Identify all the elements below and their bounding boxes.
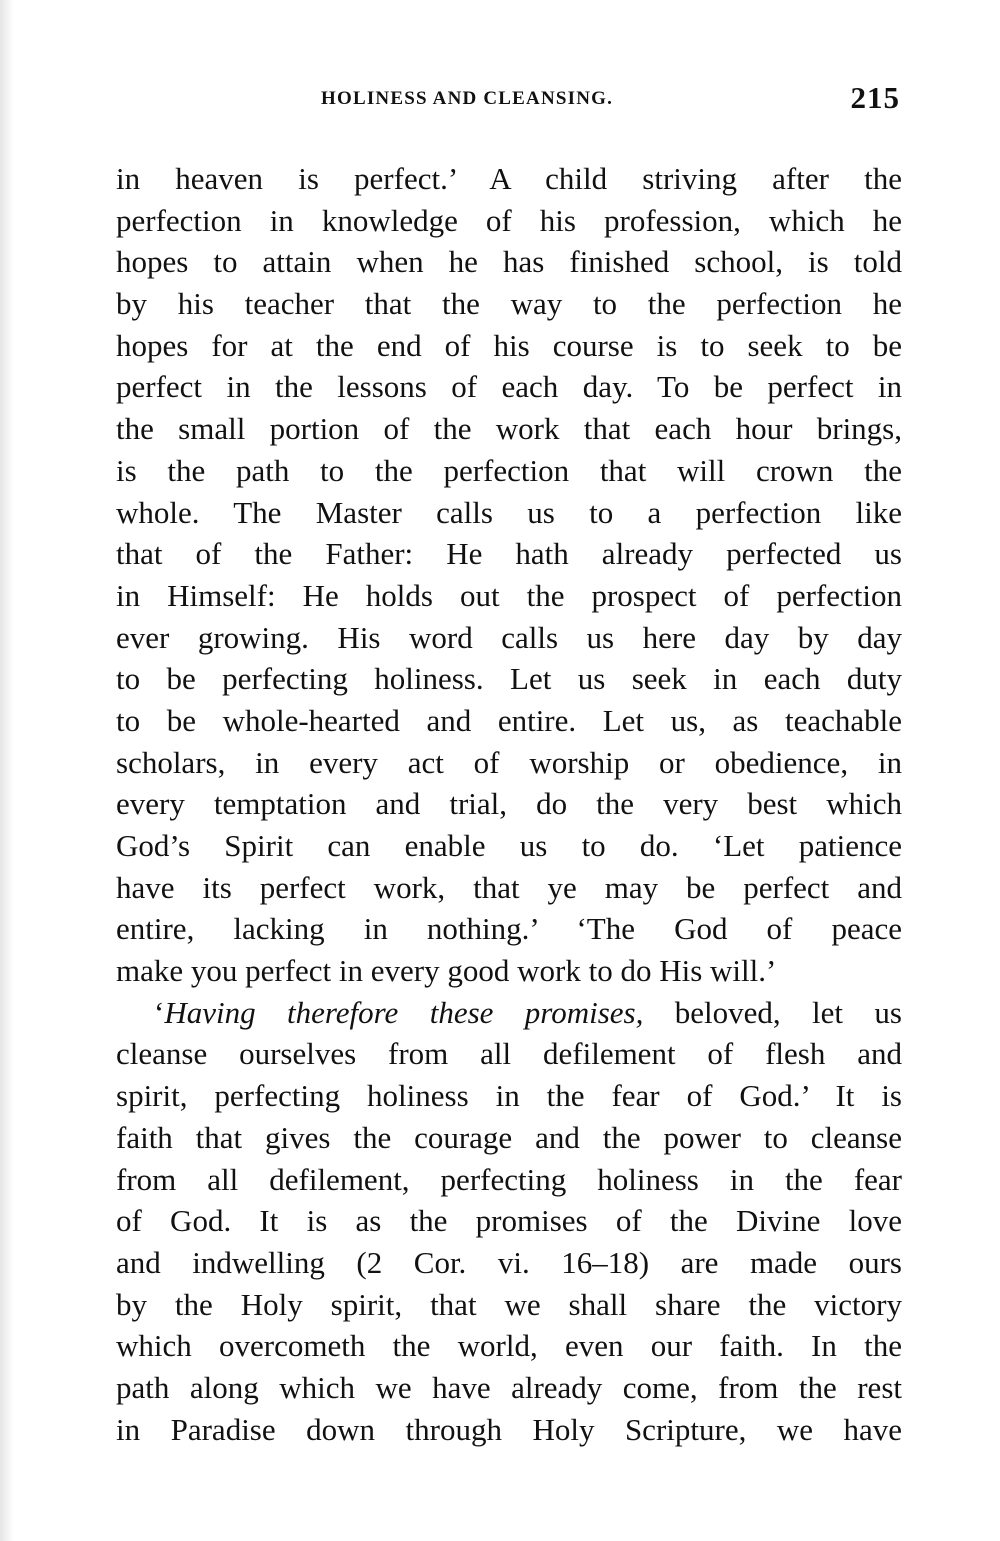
text-line: the small portion of the work that each hour brings, (116, 411, 902, 447)
text-line: path along which we have already come, from the rest (116, 1369, 902, 1405)
text-line: is the path to the perfection that will crown the (116, 452, 902, 488)
text-line: by the Holy spirit, that we shall share the victory (116, 1286, 902, 1322)
text-line: that of the Father: He hath already perfected us (116, 536, 902, 572)
text-line: have its perfect work, that ye may be perfect and (116, 869, 902, 905)
text-line: of God. It is as the promises of the Divine love (116, 1203, 902, 1239)
text-line: hopes for at the end of his course is to seek to be (116, 327, 902, 363)
text-line: to be whole-hearted and entire. Let us, as teachable (116, 702, 902, 738)
text-line: in Himself: He holds out the prospect of perfection (116, 577, 902, 613)
text-line: God’s Spirit can enable us to do. ‘Let patience (116, 828, 902, 863)
text-line: in Paradise down through Holy Scripture, we have (116, 1411, 902, 1447)
page-number: 215 (850, 80, 900, 115)
paragraph-2 (116, 992, 902, 1451)
text-line: which overcometh the world, even our faith. In the (116, 1328, 902, 1364)
text-line: from all defilement, perfecting holiness in the fear (116, 1161, 902, 1197)
text-line: by his teacher that the way to the perfection he (116, 286, 902, 322)
page-edge-shadow (0, 0, 14, 1541)
text-line: perfect in the lessons of each day. To be perfect in (116, 369, 902, 405)
text-fragment: beloved, let us (643, 994, 902, 1030)
text-line (116, 992, 902, 1034)
text-line: every temptation and trial, do the very best which (116, 786, 902, 822)
paragraph-1 (116, 158, 902, 992)
italic-phrase: Having therefore these promises, (164, 994, 644, 1030)
text-line: to be perfecting holiness. Let us seek in each duty (116, 661, 902, 697)
text-line: cleanse ourselves from all defilement of flesh and (116, 1036, 902, 1072)
text-line: ever growing. His word calls us here day by day (116, 619, 902, 655)
text-line: hopes to attain when he has finished school, is told (116, 244, 902, 280)
text-line: whole. The Master calls us to a perfection like (116, 494, 902, 530)
open-quote: ‘ (154, 994, 165, 1030)
running-title: HOLINESS AND CLEANSING. (321, 88, 614, 109)
text-line: entire, lacking in nothing.’ ‘The God of peace (116, 911, 902, 947)
text-line: faith that gives the courage and the power to cleanse (116, 1119, 902, 1155)
text-line: spirit, perfecting holiness in the fear of God.’ It is (116, 1078, 902, 1114)
text-line: in heaven is perfect.’ A child striving after the (116, 161, 902, 196)
text-line: scholars, in every act of worship or obedience, in (116, 744, 902, 780)
body-text (116, 158, 902, 1450)
text-line: make you perfect in every good work to do His will.’ (116, 953, 777, 989)
text-line: and indwelling (2 Cor. vi. 16–18) are made ours (116, 1244, 902, 1280)
text-line: perfection in knowledge of his profession, which he (116, 202, 902, 238)
page-header (116, 80, 904, 120)
